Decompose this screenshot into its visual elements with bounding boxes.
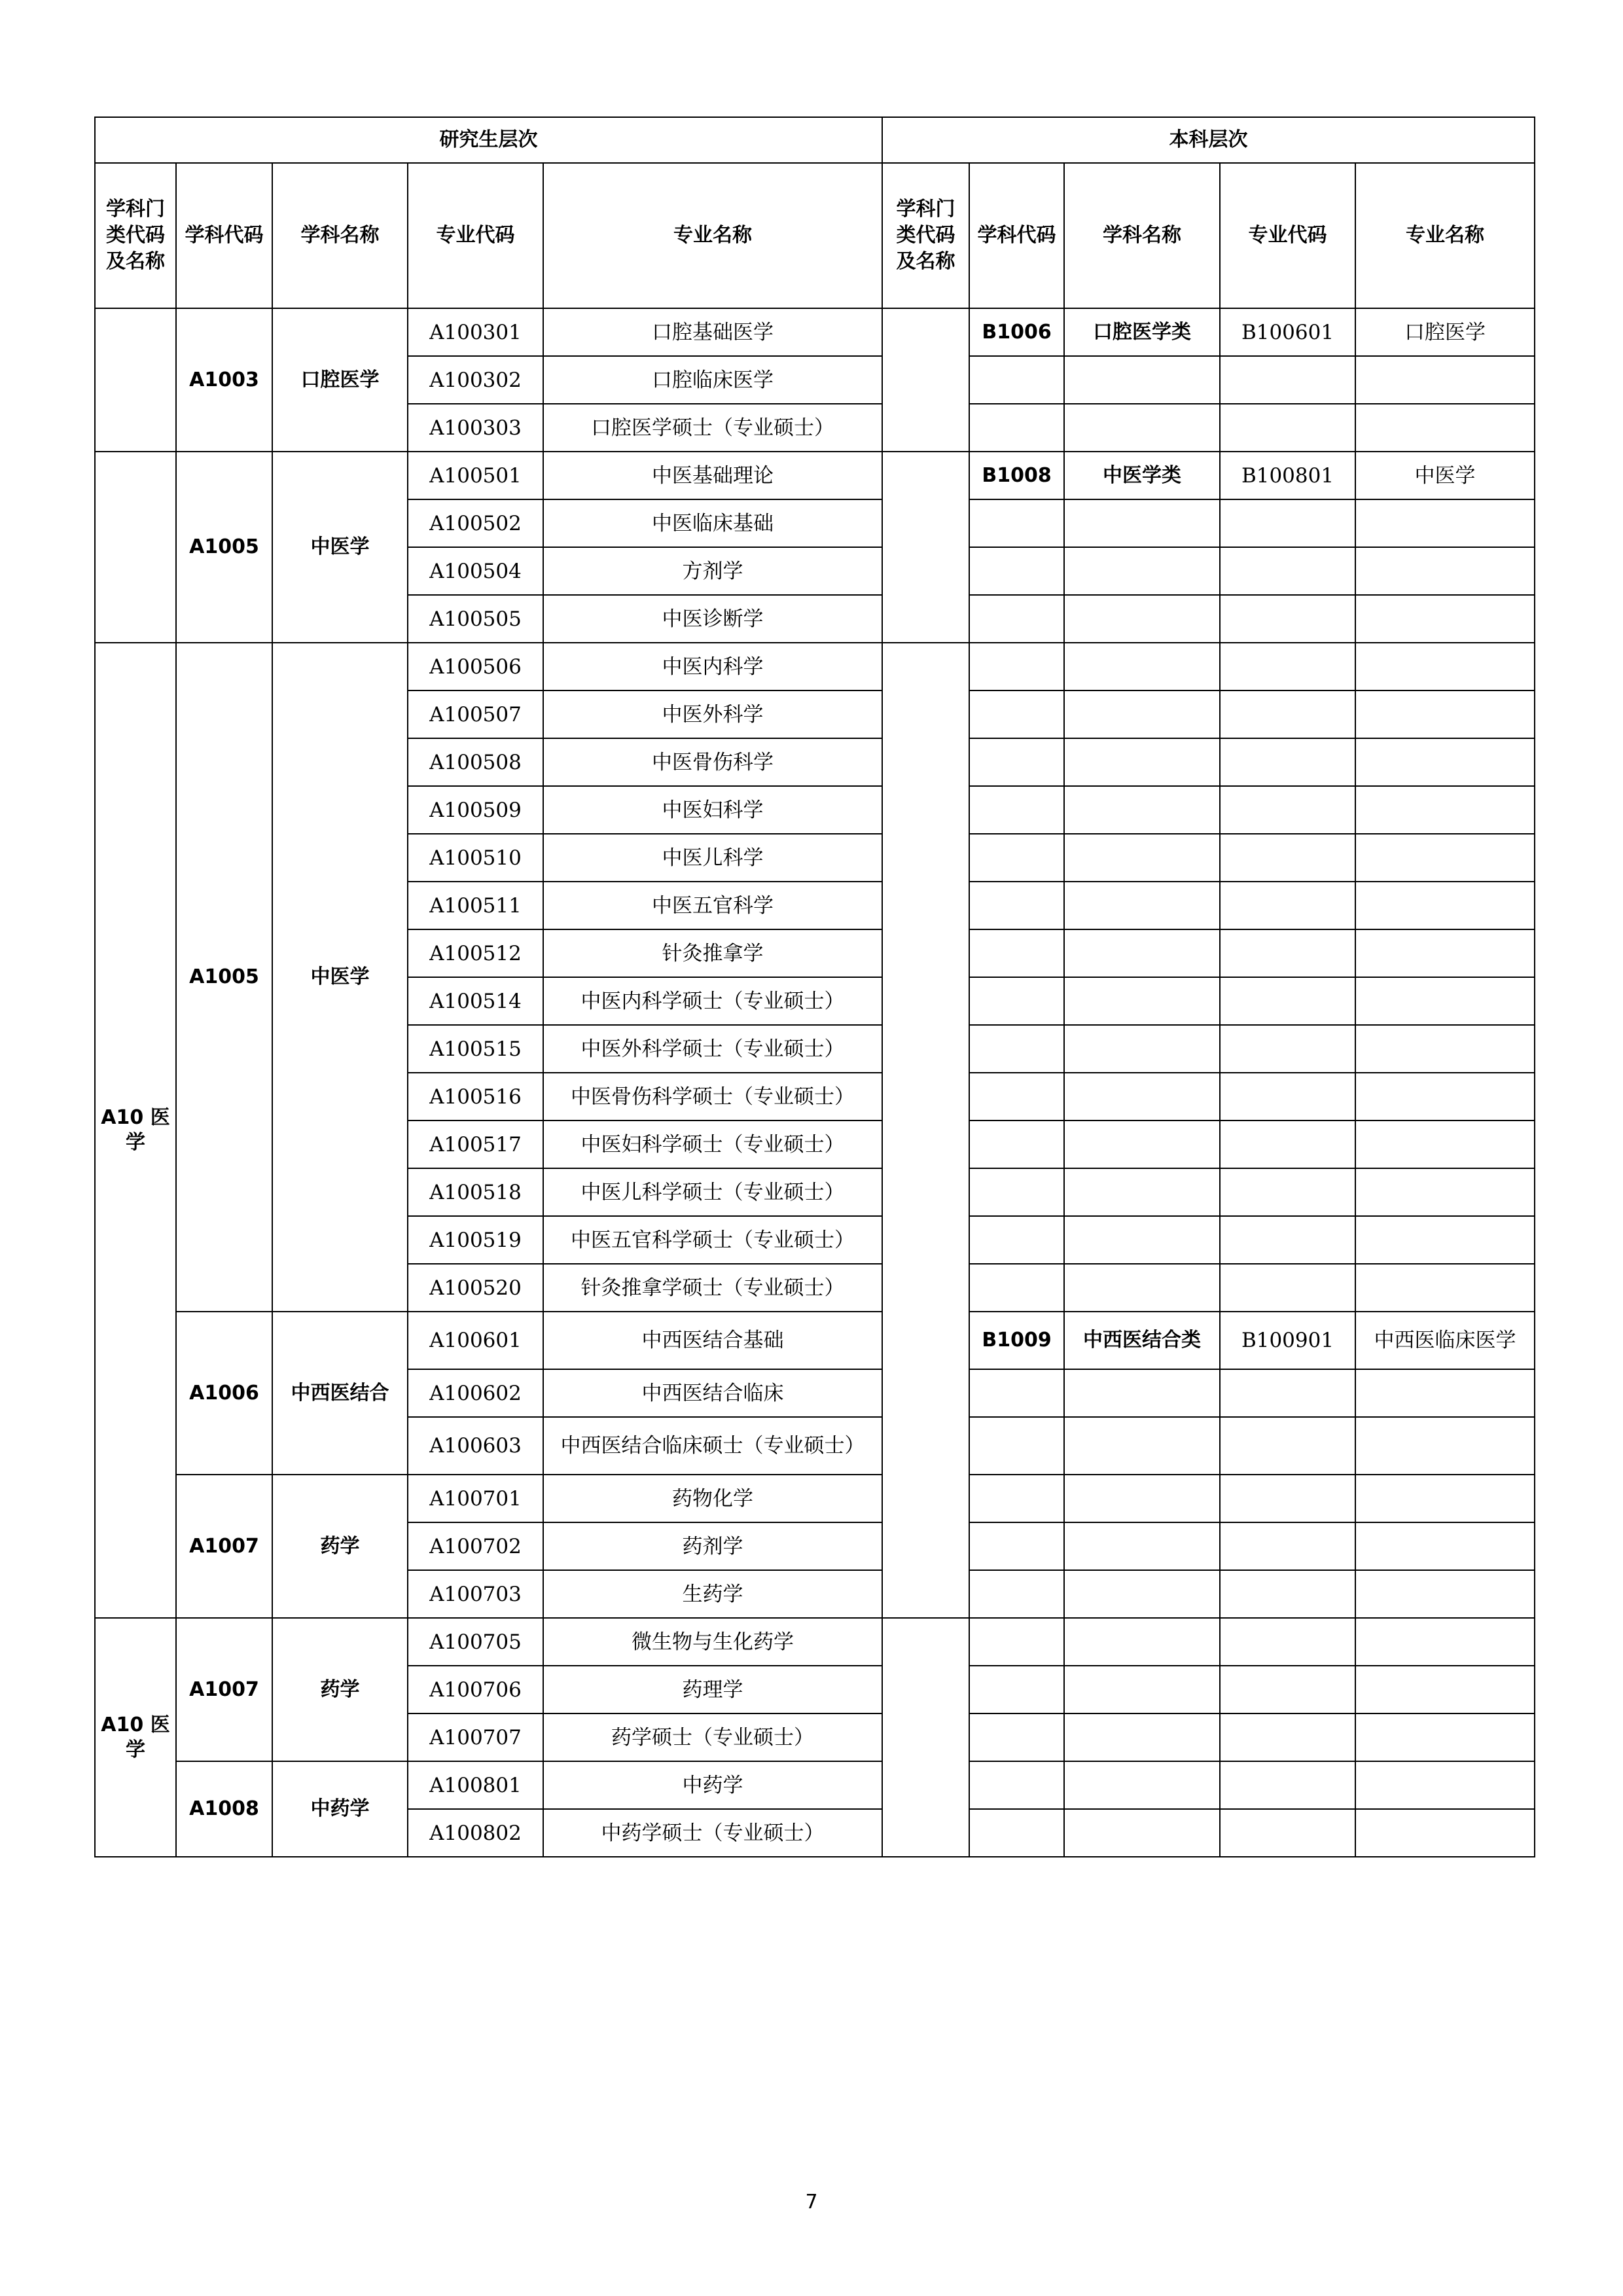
- ug-empty-cell: [969, 786, 1064, 834]
- major-name: 针灸推拿学: [543, 929, 882, 977]
- ug-empty-cell: [1355, 977, 1535, 1025]
- major-code: A100706: [408, 1666, 543, 1713]
- major-code: A100507: [408, 691, 543, 738]
- major-code: A100520: [408, 1264, 543, 1312]
- ug-empty-cell: [969, 547, 1064, 595]
- major-name: 中西医结合基础: [543, 1312, 882, 1369]
- ug-empty-cell: [1355, 1475, 1535, 1522]
- ug-empty-cell: [1220, 977, 1355, 1025]
- discipline-name: 中医学: [272, 452, 408, 643]
- ug-empty-cell: [1064, 499, 1220, 547]
- ug-empty-cell: [1064, 1168, 1220, 1216]
- ug-empty-cell: [1064, 691, 1220, 738]
- ug-empty-cell: [969, 595, 1064, 643]
- major-name: 方剂学: [543, 547, 882, 595]
- ug-major-code: B100801: [1220, 452, 1355, 499]
- major-name: 中西医结合临床: [543, 1369, 882, 1417]
- ug-empty-cell: [969, 977, 1064, 1025]
- table-row: [95, 1618, 1535, 1666]
- major-name: 药物化学: [543, 1475, 882, 1522]
- major-code: A100515: [408, 1025, 543, 1073]
- ug-empty-cell: [1064, 1025, 1220, 1073]
- ug-empty-cell: [969, 499, 1064, 547]
- ug-empty-cell: [969, 1264, 1064, 1312]
- discipline-code: A1007: [176, 1618, 272, 1761]
- ug-empty-cell: [1064, 1666, 1220, 1713]
- major-code: A100510: [408, 834, 543, 882]
- ug-empty-cell: [969, 1522, 1064, 1570]
- discipline-code: A1005: [176, 452, 272, 643]
- ug-empty-cell: [1355, 547, 1535, 595]
- ug-empty-cell: [969, 1369, 1064, 1417]
- discipline-name: 药学: [272, 1475, 408, 1618]
- ug-empty-cell: [1220, 1168, 1355, 1216]
- major-code: A100517: [408, 1121, 543, 1168]
- ug-empty-cell: [969, 1417, 1064, 1475]
- ug-empty-cell: [1064, 738, 1220, 786]
- ug-empty-cell: [1220, 1761, 1355, 1809]
- ug-empty-cell: [1355, 1809, 1535, 1857]
- category-cell: A10 医学: [95, 1618, 176, 1857]
- ug-empty-cell: [1220, 929, 1355, 977]
- major-code: A100514: [408, 977, 543, 1025]
- ug-major-name: 中医学: [1355, 452, 1535, 499]
- ug-discipline-code: B1006: [969, 308, 1064, 356]
- ug-empty-cell: [1064, 1264, 1220, 1312]
- ug-major-code: B100901: [1220, 1312, 1355, 1369]
- ug-empty-cell: [1220, 356, 1355, 404]
- major-code: A100707: [408, 1713, 543, 1761]
- major-name: 口腔医学硕士（专业硕士）: [543, 404, 882, 452]
- major-code: A100601: [408, 1312, 543, 1369]
- ug-empty-cell: [969, 1809, 1064, 1857]
- ug-category-cell-empty: [882, 452, 969, 643]
- major-code: A100519: [408, 1216, 543, 1264]
- ug-empty-cell: [1220, 1264, 1355, 1312]
- major-name: 中医妇科学: [543, 786, 882, 834]
- ug-empty-cell: [1220, 1713, 1355, 1761]
- ug-empty-cell: [1064, 882, 1220, 929]
- ug-empty-cell: [1220, 595, 1355, 643]
- major-code: A100802: [408, 1809, 543, 1857]
- ug-empty-cell: [969, 1618, 1064, 1666]
- major-code: A100801: [408, 1761, 543, 1809]
- ug-empty-cell: [1355, 1073, 1535, 1121]
- ug-col-header-major-code: 专业代码: [1220, 163, 1355, 308]
- discipline-code: A1005: [176, 643, 272, 1312]
- ug-empty-cell: [1220, 404, 1355, 452]
- ug-empty-cell: [1355, 643, 1535, 691]
- major-name: 针灸推拿学硕士（专业硕士）: [543, 1264, 882, 1312]
- ug-empty-cell: [1064, 1369, 1220, 1417]
- ug-empty-cell: [1064, 356, 1220, 404]
- discipline-name: 中医学: [272, 643, 408, 1312]
- major-name: 口腔基础医学: [543, 308, 882, 356]
- ug-empty-cell: [1220, 1417, 1355, 1475]
- major-code: A100502: [408, 499, 543, 547]
- major-name: 中西医结合临床硕士（专业硕士）: [543, 1417, 882, 1475]
- ug-major-name: 口腔医学: [1355, 308, 1535, 356]
- major-code: A100603: [408, 1417, 543, 1475]
- major-code: A100506: [408, 643, 543, 691]
- graduate-level-header: 研究生层次: [95, 117, 882, 163]
- major-code: A100516: [408, 1073, 543, 1121]
- major-code: A100505: [408, 595, 543, 643]
- major-name: 中医诊断学: [543, 595, 882, 643]
- ug-empty-cell: [1355, 786, 1535, 834]
- ug-empty-cell: [969, 1121, 1064, 1168]
- major-name: 微生物与生化药学: [543, 1618, 882, 1666]
- ug-empty-cell: [1220, 738, 1355, 786]
- major-code: A100701: [408, 1475, 543, 1522]
- ug-empty-cell: [1064, 547, 1220, 595]
- major-name: 中医五官科学硕士（专业硕士）: [543, 1216, 882, 1264]
- table-row: [95, 452, 1535, 499]
- ug-empty-cell: [1355, 404, 1535, 452]
- ug-empty-cell: [1355, 1369, 1535, 1417]
- col-header-major-code: 专业代码: [408, 163, 543, 308]
- page-number: 7: [805, 2191, 818, 2214]
- major-code: A100518: [408, 1168, 543, 1216]
- ug-empty-cell: [969, 691, 1064, 738]
- ug-empty-cell: [1064, 1121, 1220, 1168]
- major-code: A100602: [408, 1369, 543, 1417]
- ug-empty-cell: [1064, 1618, 1220, 1666]
- ug-category-cell-empty: [882, 1618, 969, 1857]
- ug-empty-cell: [1064, 786, 1220, 834]
- ug-empty-cell: [1220, 499, 1355, 547]
- ug-empty-cell: [1064, 1216, 1220, 1264]
- ug-empty-cell: [969, 643, 1064, 691]
- category-cell: A10 医学: [95, 643, 176, 1618]
- ug-empty-cell: [1355, 1713, 1535, 1761]
- ug-empty-cell: [1220, 882, 1355, 929]
- ug-empty-cell: [1064, 404, 1220, 452]
- table-row: [95, 308, 1535, 356]
- major-name: 中药学硕士（专业硕士）: [543, 1809, 882, 1857]
- discipline-code: A1008: [176, 1761, 272, 1857]
- major-code: A100508: [408, 738, 543, 786]
- major-code: A100504: [408, 547, 543, 595]
- major-code: A100501: [408, 452, 543, 499]
- table-row: [95, 1475, 1535, 1522]
- discipline-name: 药学: [272, 1618, 408, 1761]
- ug-empty-cell: [1064, 1809, 1220, 1857]
- ug-empty-cell: [1064, 977, 1220, 1025]
- discipline-code: A1007: [176, 1475, 272, 1618]
- ug-empty-cell: [1355, 499, 1535, 547]
- ug-empty-cell: [1355, 1264, 1535, 1312]
- ug-empty-cell: [1064, 595, 1220, 643]
- ug-empty-cell: [1220, 547, 1355, 595]
- discipline-name: 口腔医学: [272, 308, 408, 452]
- ug-empty-cell: [969, 1713, 1064, 1761]
- category-cell-empty: [95, 308, 176, 452]
- ug-empty-cell: [1355, 356, 1535, 404]
- ug-empty-cell: [1220, 1809, 1355, 1857]
- ug-empty-cell: [1355, 1666, 1535, 1713]
- ug-empty-cell: [1355, 1761, 1535, 1809]
- col-header-discipline-name: 学科名称: [272, 163, 408, 308]
- category-cell-empty: [95, 452, 176, 643]
- major-name: 中医妇科学硕士（专业硕士）: [543, 1121, 882, 1168]
- ug-empty-cell: [1355, 691, 1535, 738]
- ug-discipline-name: 中西医结合类: [1064, 1312, 1220, 1369]
- ug-discipline-code: B1008: [969, 452, 1064, 499]
- ug-empty-cell: [969, 1216, 1064, 1264]
- ug-empty-cell: [1220, 1073, 1355, 1121]
- ug-empty-cell: [1064, 929, 1220, 977]
- ug-empty-cell: [969, 1025, 1064, 1073]
- major-name: 中医临床基础: [543, 499, 882, 547]
- ug-empty-cell: [1355, 1570, 1535, 1618]
- ug-major-name: 中西医临床医学: [1355, 1312, 1535, 1369]
- ug-empty-cell: [969, 1761, 1064, 1809]
- ug-empty-cell: [969, 1570, 1064, 1618]
- col-header-discipline-code: 学科代码: [176, 163, 272, 308]
- ug-empty-cell: [1355, 1216, 1535, 1264]
- major-name: 生药学: [543, 1570, 882, 1618]
- major-name: 药学硕士（专业硕士）: [543, 1713, 882, 1761]
- ug-category-cell-empty: [882, 308, 969, 452]
- major-name: 中医外科学硕士（专业硕士）: [543, 1025, 882, 1073]
- ug-empty-cell: [1220, 1618, 1355, 1666]
- ug-empty-cell: [969, 1475, 1064, 1522]
- major-name: 中医内科学硕士（专业硕士）: [543, 977, 882, 1025]
- major-code: A100511: [408, 882, 543, 929]
- ug-empty-cell: [1064, 1713, 1220, 1761]
- ug-empty-cell: [1220, 834, 1355, 882]
- ug-col-header-discipline-name: 学科名称: [1064, 163, 1220, 308]
- discipline-name: 中西医结合: [272, 1312, 408, 1475]
- ug-major-code: B100601: [1220, 308, 1355, 356]
- discipline-table: [94, 117, 1535, 1857]
- major-name: 中医儿科学硕士（专业硕士）: [543, 1168, 882, 1216]
- ug-empty-cell: [1355, 738, 1535, 786]
- ug-empty-cell: [969, 356, 1064, 404]
- ug-empty-cell: [1355, 834, 1535, 882]
- discipline-code: A1006: [176, 1312, 272, 1475]
- ug-empty-cell: [1355, 1168, 1535, 1216]
- ug-empty-cell: [969, 834, 1064, 882]
- ug-empty-cell: [969, 738, 1064, 786]
- discipline-code: A1003: [176, 308, 272, 452]
- major-code: A100301: [408, 308, 543, 356]
- major-name: 中医骨伤科学硕士（专业硕士）: [543, 1073, 882, 1121]
- ug-empty-cell: [1220, 1666, 1355, 1713]
- major-code: A100512: [408, 929, 543, 977]
- table-row: [95, 1312, 1535, 1369]
- major-code: A100303: [408, 404, 543, 452]
- col-header-category: 学科门类代码及名称: [95, 163, 176, 308]
- ug-empty-cell: [1355, 595, 1535, 643]
- major-name: 药剂学: [543, 1522, 882, 1570]
- ug-discipline-name: 中医学类: [1064, 452, 1220, 499]
- ug-empty-cell: [1355, 1522, 1535, 1570]
- major-name: 药理学: [543, 1666, 882, 1713]
- ug-empty-cell: [1355, 882, 1535, 929]
- major-name: 中药学: [543, 1761, 882, 1809]
- ug-empty-cell: [1064, 1475, 1220, 1522]
- ug-col-header-major-name: 专业名称: [1355, 163, 1535, 308]
- major-name: 中医骨伤科学: [543, 738, 882, 786]
- col-header-major-name: 专业名称: [543, 163, 882, 308]
- major-name: 口腔临床医学: [543, 356, 882, 404]
- ug-empty-cell: [1064, 1073, 1220, 1121]
- ug-discipline-code: B1009: [969, 1312, 1064, 1369]
- ug-empty-cell: [1220, 643, 1355, 691]
- table-row: [95, 1761, 1535, 1809]
- ug-empty-cell: [1220, 1522, 1355, 1570]
- discipline-name: 中药学: [272, 1761, 408, 1857]
- ug-empty-cell: [1220, 786, 1355, 834]
- ug-empty-cell: [1064, 1570, 1220, 1618]
- ug-empty-cell: [1220, 1475, 1355, 1522]
- ug-empty-cell: [1064, 643, 1220, 691]
- ug-empty-cell: [1355, 1121, 1535, 1168]
- ug-empty-cell: [969, 1073, 1064, 1121]
- major-name: 中医五官科学: [543, 882, 882, 929]
- ug-empty-cell: [1220, 1216, 1355, 1264]
- major-code: A100705: [408, 1618, 543, 1666]
- ug-col-header-category: 学科门类代码及名称: [882, 163, 969, 308]
- major-name: 中医基础理论: [543, 452, 882, 499]
- ug-empty-cell: [1220, 1025, 1355, 1073]
- ug-empty-cell: [1064, 1522, 1220, 1570]
- ug-empty-cell: [1064, 1417, 1220, 1475]
- undergraduate-level-header: 本科层次: [882, 117, 1535, 163]
- ug-empty-cell: [1355, 1417, 1535, 1475]
- ug-empty-cell: [1220, 1369, 1355, 1417]
- major-code: A100302: [408, 356, 543, 404]
- ug-empty-cell: [1220, 691, 1355, 738]
- ug-empty-cell: [969, 1666, 1064, 1713]
- ug-empty-cell: [969, 882, 1064, 929]
- ug-discipline-name: 口腔医学类: [1064, 308, 1220, 356]
- major-name: 中医儿科学: [543, 834, 882, 882]
- major-code: A100702: [408, 1522, 543, 1570]
- ug-empty-cell: [1220, 1570, 1355, 1618]
- major-name: 中医外科学: [543, 691, 882, 738]
- table-row: [95, 643, 1535, 691]
- ug-empty-cell: [1064, 1761, 1220, 1809]
- ug-empty-cell: [1355, 1025, 1535, 1073]
- ug-category-cell-empty: [882, 643, 969, 1618]
- major-code: A100703: [408, 1570, 543, 1618]
- ug-col-header-discipline-code: 学科代码: [969, 163, 1064, 308]
- ug-empty-cell: [969, 1168, 1064, 1216]
- ug-empty-cell: [969, 929, 1064, 977]
- major-name: 中医内科学: [543, 643, 882, 691]
- ug-empty-cell: [1355, 929, 1535, 977]
- ug-empty-cell: [1355, 1618, 1535, 1666]
- ug-empty-cell: [969, 404, 1064, 452]
- major-code: A100509: [408, 786, 543, 834]
- ug-empty-cell: [1220, 1121, 1355, 1168]
- ug-empty-cell: [1064, 834, 1220, 882]
